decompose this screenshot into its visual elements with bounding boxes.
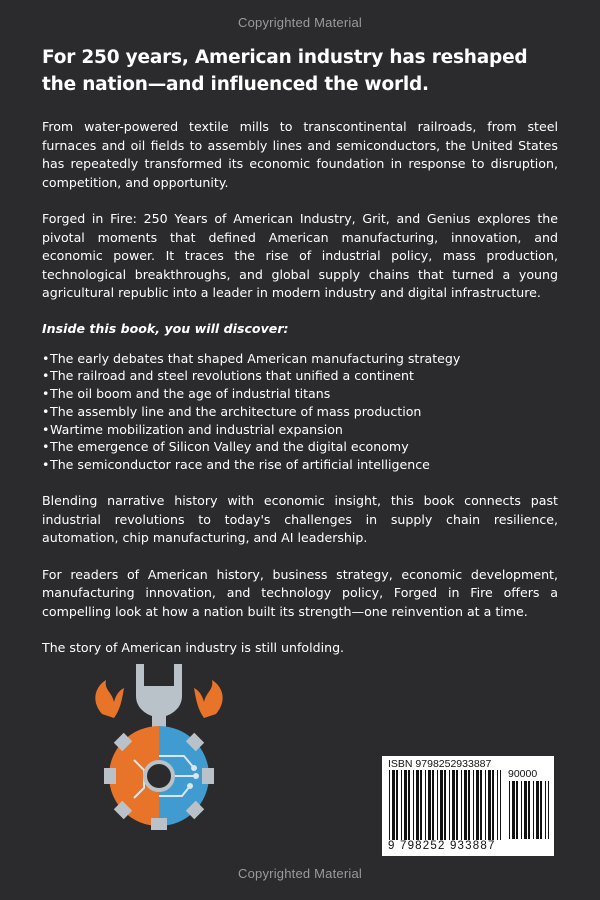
barcode-bar [516, 781, 518, 839]
barcode-bar [456, 770, 458, 840]
barcode-bar [464, 770, 467, 840]
intro-paragraph: From water-powered textile mills to transcontinental railroads, from steel furnaces and oil fields to assembly lines and semiconductors, the United States has repeatedly transformed its economic foundation in response to disruption, competition, and opportunity. [42, 119, 558, 190]
barcode-bar [392, 770, 395, 840]
barcode-bar [500, 770, 501, 840]
back-cover-text [42, 44, 558, 676]
list-item: •The oil boom and the age of industrial titans [42, 386, 331, 402]
barcode-bar [461, 770, 462, 840]
headline: For 250 years, American industry has reshaped the nation—and influenced the world. [42, 47, 528, 95]
barcode-bar [401, 770, 402, 840]
barcode-bar [521, 781, 522, 839]
bullet-icon: • [42, 350, 50, 366]
barcode-bar [440, 770, 443, 840]
barcode-bar [509, 781, 510, 839]
isbn-label: ISBN 9798252933887 [388, 758, 492, 770]
bullet-icon: • [42, 368, 50, 384]
list-item: •Wartime mobilization and industrial expansion [42, 421, 343, 437]
barcode-bar [449, 770, 450, 840]
book-summary-paragraph: Forged in Fire: 250 Years of American Industry, Grit, and Genius explores the pivotal moments that defined American manufacturing, innovation, and economic power. It traces the rise of industrial policy, mass production, technological breakthroughs, and global supply chains that turned a young agricultural republic into a leader in modern industry and digital infrastructure. [42, 211, 558, 300]
barcode-bar [512, 781, 515, 839]
barcode-bar [540, 781, 542, 839]
barcode-bar [416, 770, 419, 840]
bullet-icon: • [42, 386, 50, 402]
barcode-bar [473, 770, 474, 840]
list-item: •The semiconductor race and the rise of artificial intelligence [42, 457, 430, 473]
barcode-bar [533, 781, 534, 839]
barcode-bar [545, 781, 546, 839]
barcode-bar [432, 770, 434, 840]
barcode-bar [452, 770, 455, 840]
list-item: •The early debates that shaped American manufacturing strategy [42, 350, 461, 366]
barcode-bar [404, 770, 407, 840]
bullet-icon: • [42, 457, 50, 473]
discover-list [42, 350, 558, 475]
readers-paragraph: For readers of American history, business strategy, economic development, manufacturing innovation, and technology policy, Forged in Fire offers a compelling look at how a nation built its strength—one reinvention at a time. [42, 566, 558, 619]
barcode-bar [408, 770, 410, 840]
barcode-bar [528, 781, 530, 839]
barcode-bar [480, 770, 482, 840]
barcode-bar [468, 770, 470, 840]
barcode-bar [396, 770, 398, 840]
closing-line: The story of American industry is still unfolding. [42, 640, 345, 656]
price-code: 90000 [508, 768, 538, 780]
list-item: •The assembly line and the architecture of mass production [42, 403, 422, 419]
wrench-gear-icon [84, 656, 234, 836]
barcode-bar [420, 770, 422, 840]
watermark-bottom: Copyrighted Material [238, 866, 362, 881]
barcode-bar [437, 770, 438, 840]
barcode-panel [382, 756, 554, 856]
insight-paragraph: Blending narrative history with economic insight, this book connects past industrial revolutions to today's challenges in supply chain resilience, automation, chip manufacturing, and AI leadership. [42, 493, 558, 546]
barcode-bar [536, 781, 539, 839]
barcode-bar [444, 770, 446, 840]
barcode-bar [497, 770, 498, 840]
barcode-bar [428, 770, 431, 840]
barcode-bar [476, 770, 479, 840]
price-barcode [509, 781, 549, 839]
bullet-icon: • [42, 421, 50, 437]
barcode-bar [488, 770, 491, 840]
list-item: •The emergence of Silicon Valley and the digital economy [42, 439, 409, 455]
discover-heading: Inside this book, you will discover: [42, 320, 289, 336]
barcode-bar [413, 770, 414, 840]
bullet-icon: • [42, 439, 50, 455]
barcode-bar [492, 770, 494, 840]
barcode-bar [425, 770, 426, 840]
watermark-top: Copyrighted Material [238, 15, 362, 30]
barcode-bar [524, 781, 527, 839]
barcode-bar [548, 781, 549, 839]
barcode-bar [485, 770, 486, 840]
bullet-icon: • [42, 403, 50, 419]
isbn-digits: 9 798252 933887 [388, 840, 496, 852]
isbn-barcode [389, 770, 501, 840]
barcode-bar [389, 770, 390, 840]
list-item: •The railroad and steel revolutions that unified a continent [42, 368, 414, 384]
